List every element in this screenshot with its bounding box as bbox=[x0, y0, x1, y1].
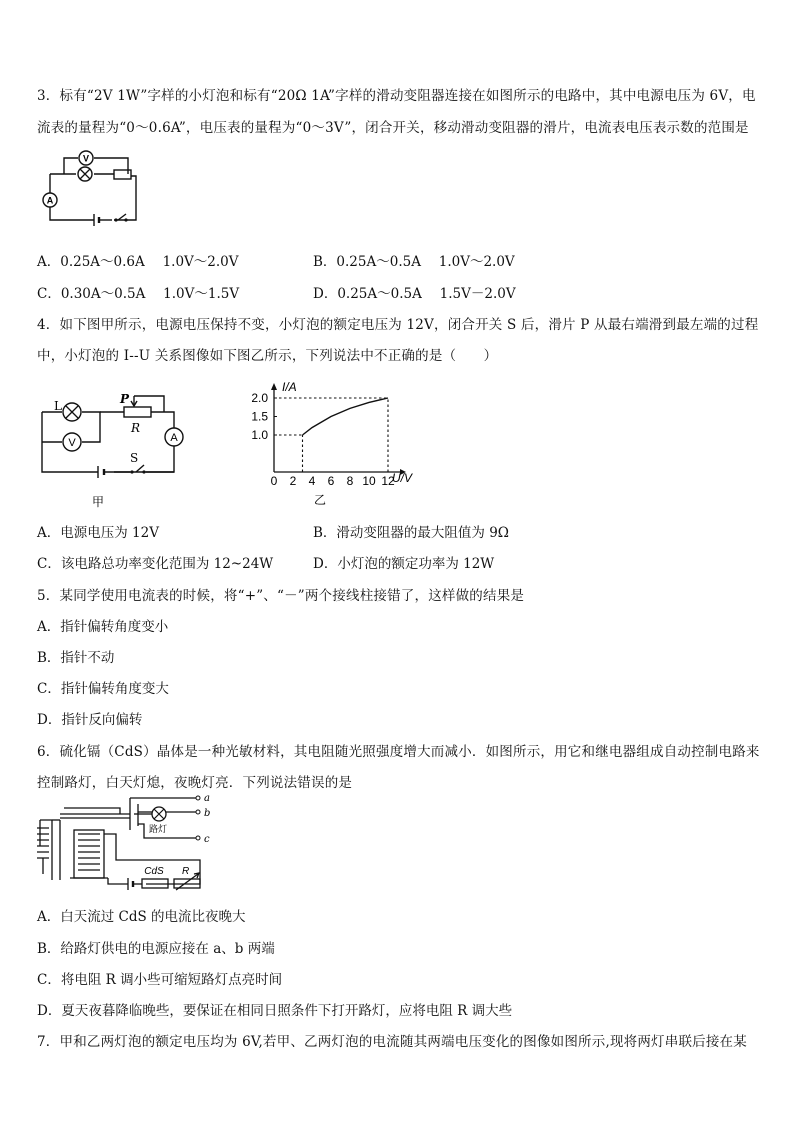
q3-option-c[interactable]: C．0.30A～0.5A 1.0V～1.5V bbox=[37, 286, 240, 302]
q3-stem-line1: 3．标有“2V 1W”字样的小灯泡和标有“20Ω 1A”字样的滑动变阻器连接在如图所示的电路中，其中电源电压为 6V，电 bbox=[37, 88, 756, 104]
q6-option-b[interactable]: B．给路灯供电的电源应接在 a、b 两端 bbox=[37, 941, 275, 957]
graph-axes bbox=[271, 383, 406, 475]
q5-option-a[interactable]: A．指针偏转角度变小 bbox=[37, 619, 169, 635]
svg-text:V: V bbox=[68, 437, 76, 449]
x-axis-label: U/V bbox=[392, 471, 413, 485]
graph-caption: 乙 bbox=[313, 493, 327, 507]
q5-option-d[interactable]: D．指针反向偏转 bbox=[37, 712, 143, 728]
q6-stem-line1: 6．硫化镉（CdS）晶体是一种光敏材料，其电阻随光照强度增大而减小．如图所示，用它和继电器组成自动控制电路来 bbox=[37, 744, 760, 760]
q6-stem-line2: 控制路灯，白天灯熄，夜晚灯亮．下列说法错误的是 bbox=[37, 775, 353, 791]
q5-stem: 5．某同学使用电流表的时候，将“+”、“－”两个接线柱接错了，这样做的结果是 bbox=[37, 588, 525, 604]
svg-text:甲: 甲 bbox=[91, 495, 105, 509]
q4-option-b[interactable]: B．滑动变阻器的最大阻值为 9Ω bbox=[313, 525, 509, 541]
q4-option-a[interactable]: A．电源电压为 12V bbox=[37, 525, 159, 541]
svg-text:S: S bbox=[130, 451, 139, 465]
svg-text:P: P bbox=[120, 392, 130, 406]
svg-text:R: R bbox=[131, 421, 141, 435]
svg-text:L: L bbox=[54, 399, 62, 413]
q3-option-a[interactable]: A．0.25A～0.6A 1.0V～2.0V bbox=[37, 254, 239, 270]
q4-iu-graph-yi bbox=[234, 378, 424, 510]
terminal-a-label: a bbox=[204, 793, 210, 804]
q3-option-b[interactable]: B．0.25A～0.5A 1.0V～2.0V bbox=[313, 254, 515, 270]
y-axis-label: I/A bbox=[282, 380, 297, 394]
svg-text:A: A bbox=[46, 195, 54, 206]
svg-text:V: V bbox=[82, 153, 90, 164]
x-tick-label: 10 bbox=[362, 474, 376, 488]
q3-option-d[interactable]: D．0.25A～0.5A 1.5V－2.0V bbox=[313, 286, 516, 302]
q4-option-d[interactable]: D．小灯泡的额定功率为 12W bbox=[313, 556, 495, 572]
q5-option-c[interactable]: C．指针偏转角度变大 bbox=[37, 681, 169, 697]
q4-circuit-diagram-jia bbox=[36, 390, 196, 512]
x-tick-label: 4 bbox=[308, 474, 316, 488]
q3-stem-line2: 流表的量程为“0～0.6A”，电压表的量程为“0～3V”，闭合开关，移动滑动变阻器的滑片，电流表电压表示数的范围是 bbox=[37, 120, 749, 136]
terminal-c-label: c bbox=[204, 834, 210, 845]
x-tick-label: 6 bbox=[327, 474, 335, 488]
x-tick-label: 2 bbox=[289, 474, 297, 488]
q6-option-a[interactable]: A．白天流过 CdS 的电流比夜晚大 bbox=[37, 909, 246, 925]
r-label: R bbox=[182, 866, 190, 877]
q6-option-c[interactable]: C．将电阻 R 调小些可缩短路灯点亮时间 bbox=[37, 972, 283, 988]
x-tick-label: 12 bbox=[381, 474, 395, 488]
q4-stem-line1: 4．如下图甲所示，电源电压保持不变，小灯泡的额定电压为 12V，闭合开关 S 后，滑片 P 从最右端滑到最左端的过程 bbox=[37, 317, 759, 333]
iu-curve bbox=[303, 398, 389, 435]
q5-option-b[interactable]: B．指针不动 bbox=[37, 650, 115, 666]
q4-stem-line2: 中，小灯泡的 I--U 关系图像如下图乙所示，下列说法中不正确的是（ ） bbox=[37, 348, 498, 364]
y-tick-label: 1.5 bbox=[251, 409, 268, 424]
street-lamp-label: 路灯 bbox=[148, 824, 168, 834]
q6-option-d[interactable]: D．夏天夜暮降临晚些，要保证在相同日照条件下打开路灯，应将电阻 R 调大些 bbox=[37, 1003, 513, 1019]
x-tick-label: 8 bbox=[346, 474, 354, 488]
y-tick-label: 1.0 bbox=[251, 428, 268, 442]
x-tick-label: 0 bbox=[270, 474, 278, 488]
q4-option-c[interactable]: C．该电路总功率变化范围为 12~24W bbox=[37, 556, 274, 572]
q6-relay-circuit-diagram bbox=[34, 790, 214, 892]
q7-stem-line1: 7．甲和乙两灯泡的额定电压均为 6V,若甲、乙两灯泡的电流随其两端电压变化的图像如图所示,现将两灯串联后接在某 bbox=[37, 1034, 747, 1050]
y-tick-label: 2.0 bbox=[251, 391, 268, 405]
cds-label: CdS bbox=[144, 866, 164, 877]
q3-circuit-diagram bbox=[36, 148, 146, 230]
svg-text:A: A bbox=[170, 432, 178, 444]
terminal-b-label: b bbox=[204, 808, 211, 819]
